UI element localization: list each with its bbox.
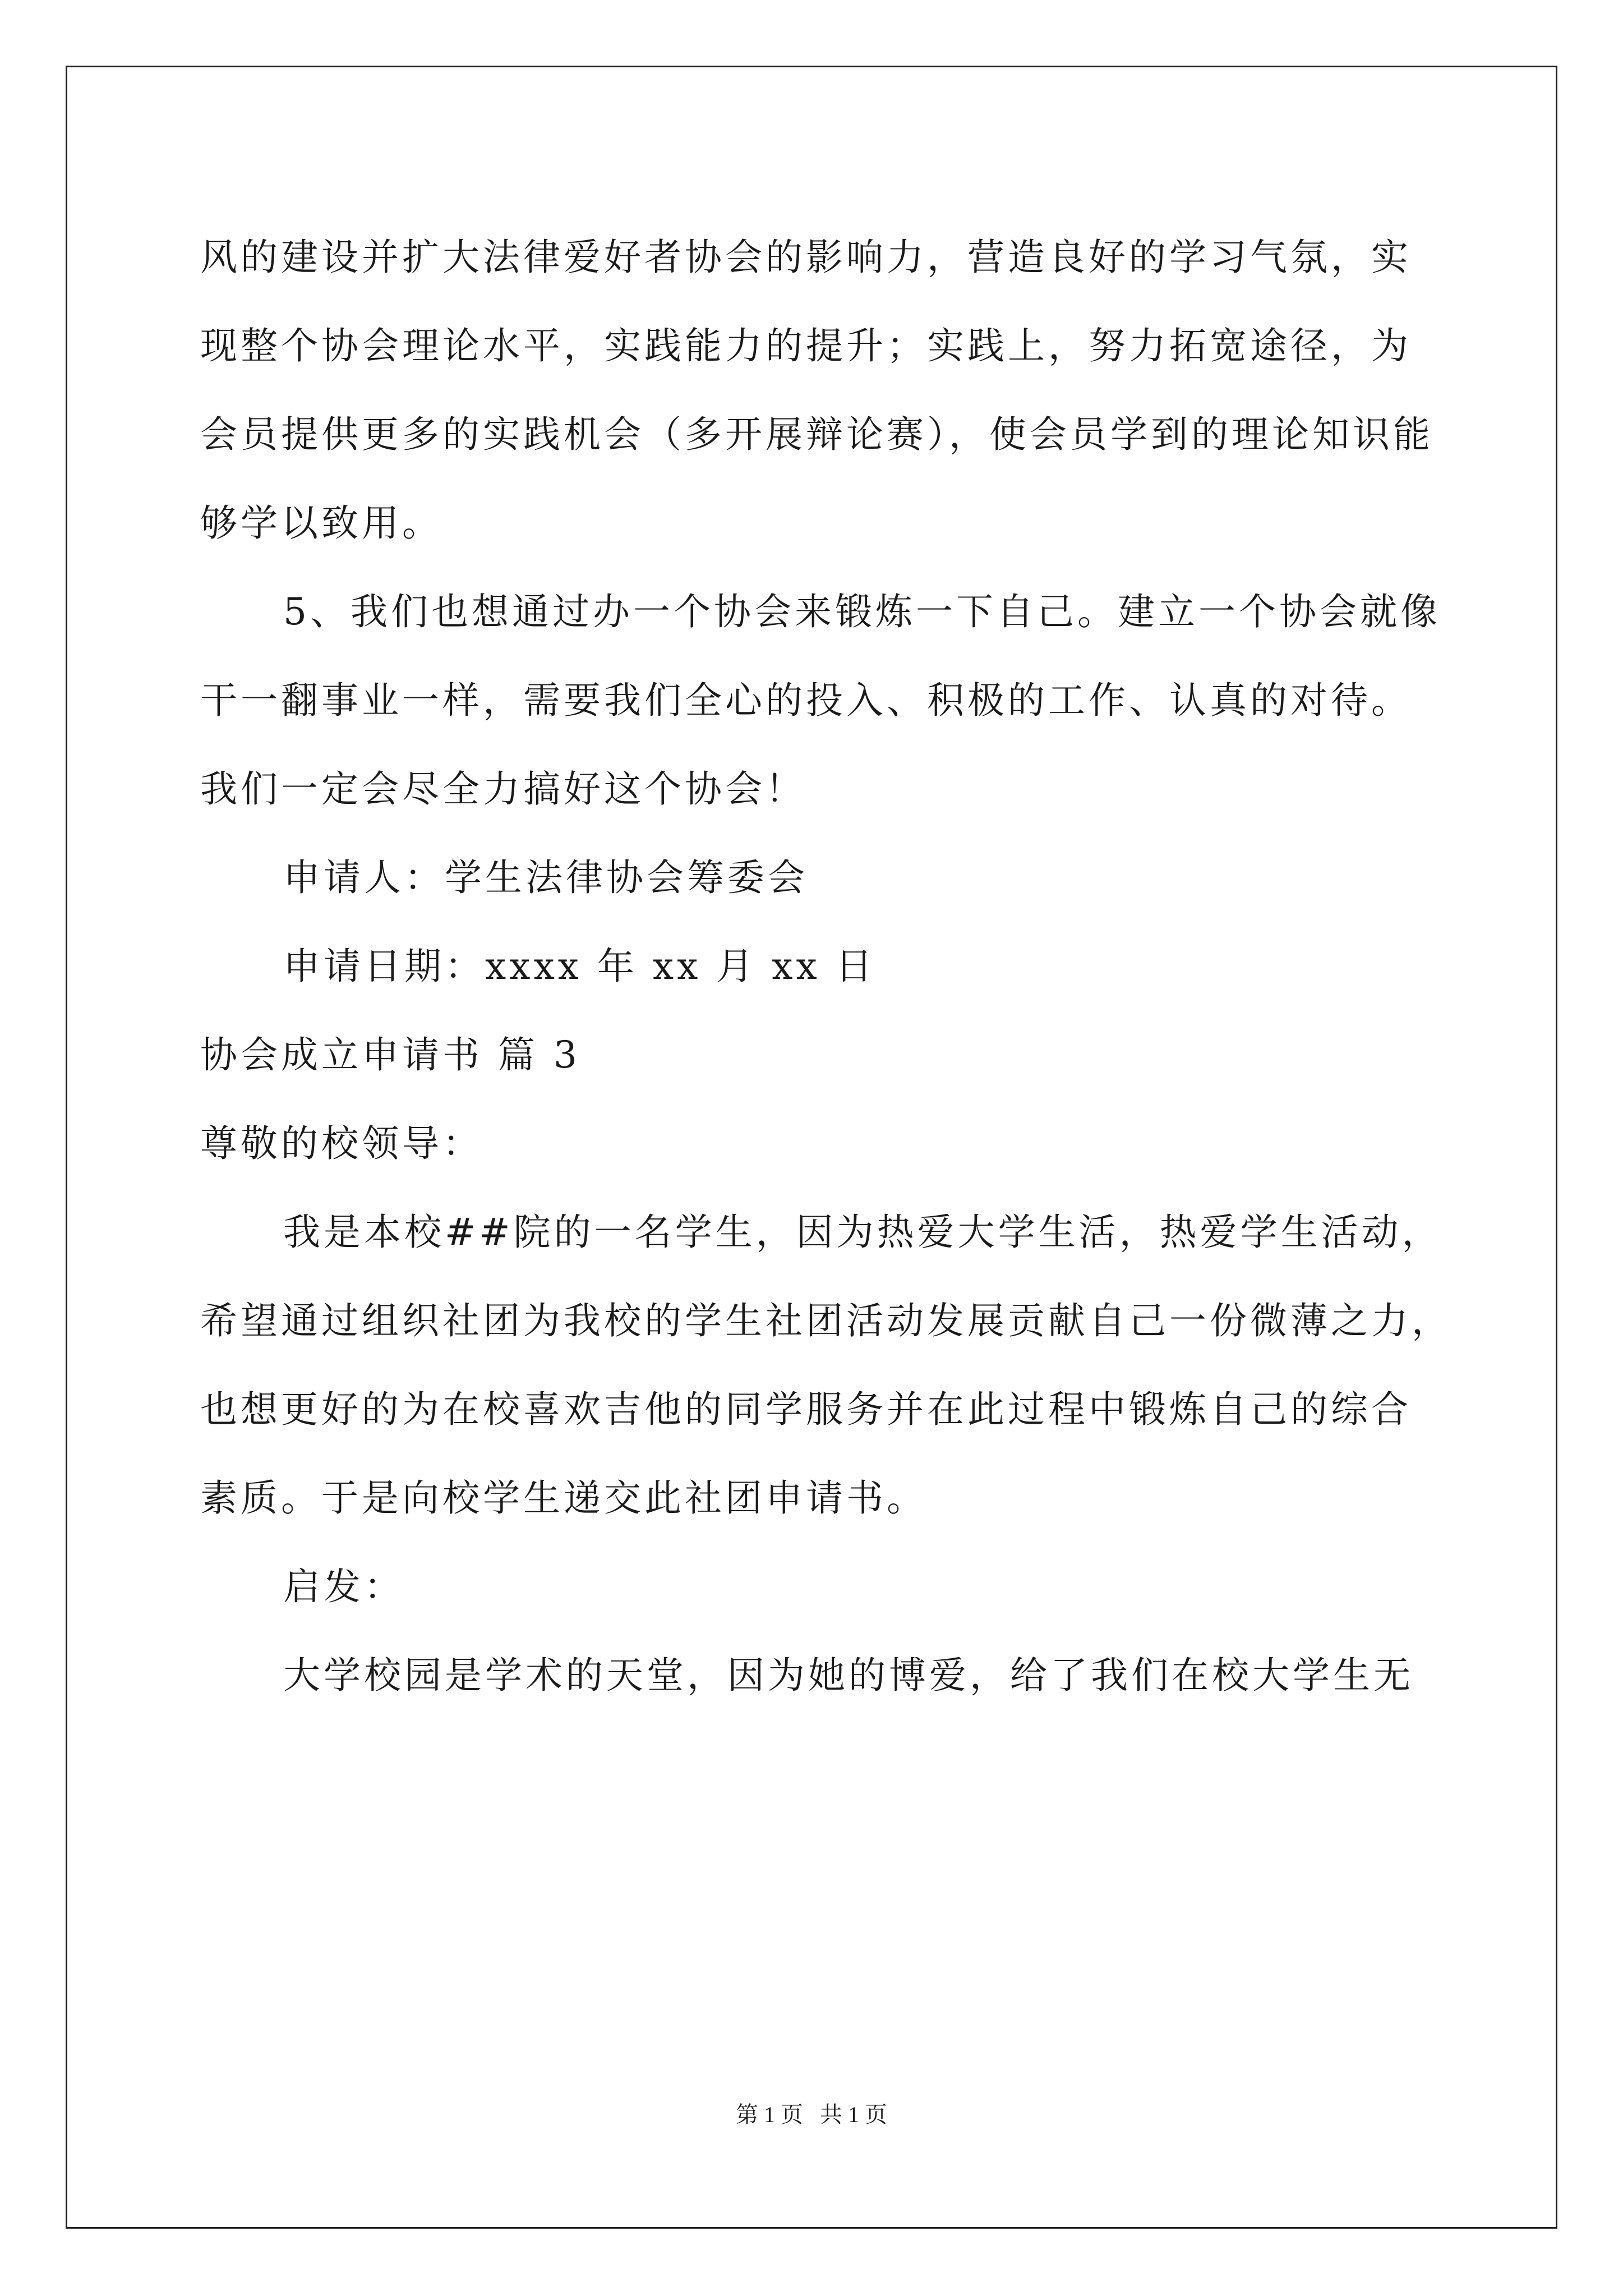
- text-line-5: 5、我们也想通过办一个协会来锻炼一下自己。建立一个协会就像: [283, 590, 1441, 633]
- text-line-1: 风的建设并扩大法律爱好者协会的影响力，营造良好的学习气氛，实: [200, 236, 1412, 279]
- page-number: 第 1 页: [736, 2102, 803, 2127]
- text-line-3: 会员提供更多的实践机会（多开展辩论赛），使会员学到的理论知识能: [200, 413, 1433, 456]
- salutation: 尊敬的校领导：: [200, 1122, 483, 1165]
- document-body: [200, 213, 1452, 1720]
- page-footer: [0, 2101, 1623, 2129]
- text-line-6: 干一翻事业一样，需要我们全心的投入、积极的工作、认真的对待。: [200, 679, 1412, 722]
- text-line-7: 我们一定会尽全力搞好这个协会！: [200, 767, 806, 811]
- text-line-13: 希望通过组织社团为我校的学生社团活动发展贡献自己一份微薄之力，: [200, 1299, 1452, 1342]
- section-heading: 协会成立申请书 篇 3: [200, 1033, 580, 1076]
- text-line-14: 也想更好的为在校喜欢吉他的同学服务并在此过程中锻炼自己的综合: [200, 1388, 1412, 1431]
- text-line-15: 素质。于是向校学生递交此社团申请书。: [200, 1476, 927, 1520]
- page-total: 共 1 页: [820, 2102, 887, 2127]
- text-line-2: 现整个协会理论水平，实践能力的提升；实践上，努力拓宽途径，为: [200, 324, 1412, 367]
- applicant-line: 申请人：学生法律协会筹委会: [283, 856, 808, 899]
- application-date-line: 申请日期：xxxx 年 xx 月 xx 日: [283, 945, 876, 988]
- subheading-inspiration: 启发：: [283, 1565, 404, 1608]
- text-line-17: 大学校园是学术的天堂，因为她的博爱，给了我们在校大学生无: [283, 1654, 1414, 1697]
- text-line-12: 我是本校##院的一名学生，因为热爱大学生活，热爱学生活动，: [283, 1211, 1442, 1254]
- text-line-4: 够学以致用。: [200, 501, 442, 545]
